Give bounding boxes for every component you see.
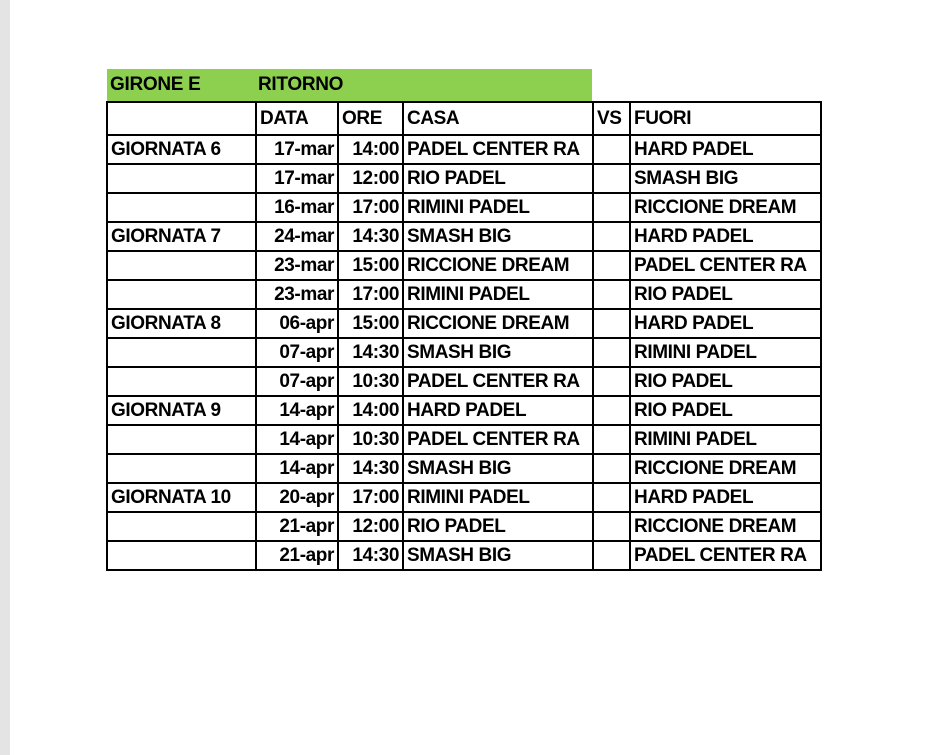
time-cell: 15:00 [338, 251, 403, 280]
round-cell [107, 193, 256, 222]
away-team-cell: RIMINI PADEL [630, 425, 821, 454]
vs-cell [593, 280, 630, 309]
date-cell: 14-apr [256, 454, 338, 483]
date-cell: 24-mar [256, 222, 338, 251]
away-team-cell: RIMINI PADEL [630, 338, 821, 367]
home-team-cell: RIMINI PADEL [403, 280, 593, 309]
date-cell: 20-apr [256, 483, 338, 512]
header-cell-away: FUORI [630, 102, 821, 135]
time-cell: 12:00 [338, 512, 403, 541]
date-cell: 06-apr [256, 309, 338, 338]
table-row [107, 251, 821, 280]
round-cell [107, 425, 256, 454]
date-cell: 14-apr [256, 396, 338, 425]
round-cell [107, 541, 256, 570]
vs-cell [593, 454, 630, 483]
vs-cell [593, 396, 630, 425]
date-cell: 17-mar [256, 135, 338, 164]
time-cell: 17:00 [338, 483, 403, 512]
away-team-cell: RIO PADEL [630, 396, 821, 425]
header-cell-round [107, 102, 256, 135]
home-team-cell: RIMINI PADEL [403, 483, 593, 512]
table-row [107, 396, 821, 425]
date-cell: 07-apr [256, 338, 338, 367]
vs-cell [593, 251, 630, 280]
time-cell: 17:00 [338, 280, 403, 309]
date-cell: 16-mar [256, 193, 338, 222]
vs-cell [593, 309, 630, 338]
vs-cell [593, 483, 630, 512]
home-team-cell: HARD PADEL [403, 396, 593, 425]
table-row [107, 338, 821, 367]
home-team-cell: PADEL CENTER RA [403, 425, 593, 454]
round-cell [107, 164, 256, 193]
table-row [107, 512, 821, 541]
schedule-table [106, 101, 822, 571]
home-team-cell: SMASH BIG [403, 222, 593, 251]
vs-cell [593, 338, 630, 367]
table-row [107, 454, 821, 483]
header-cell-time: ORE [338, 102, 403, 135]
date-cell: 14-apr [256, 425, 338, 454]
time-cell: 14:30 [338, 541, 403, 570]
round-cell [107, 367, 256, 396]
round-cell: GIORNATA 6 [107, 135, 256, 164]
vs-cell [593, 512, 630, 541]
table-row [107, 425, 821, 454]
round-cell [107, 280, 256, 309]
time-cell: 14:30 [338, 222, 403, 251]
time-cell: 15:00 [338, 309, 403, 338]
home-team-cell: SMASH BIG [403, 338, 593, 367]
away-team-cell: RICCIONE DREAM [630, 512, 821, 541]
header-row [107, 102, 821, 135]
date-cell: 07-apr [256, 367, 338, 396]
vs-cell [593, 222, 630, 251]
date-cell: 17-mar [256, 164, 338, 193]
home-team-cell: SMASH BIG [403, 454, 593, 483]
home-team-cell: RIMINI PADEL [403, 193, 593, 222]
table-row [107, 483, 821, 512]
vs-cell [593, 135, 630, 164]
home-team-cell: SMASH BIG [403, 541, 593, 570]
round-cell: GIORNATA 10 [107, 483, 256, 512]
away-team-cell: HARD PADEL [630, 309, 821, 338]
away-team-cell: PADEL CENTER RA [630, 541, 821, 570]
round-cell: GIORNATA 7 [107, 222, 256, 251]
round-cell: GIORNATA 8 [107, 309, 256, 338]
home-team-cell: RIO PADEL [403, 512, 593, 541]
away-team-cell: HARD PADEL [630, 222, 821, 251]
time-cell: 17:00 [338, 193, 403, 222]
header-cell-date: DATA [256, 102, 338, 135]
away-team-cell: RICCIONE DREAM [630, 454, 821, 483]
date-cell: 23-mar [256, 280, 338, 309]
away-team-cell: RICCIONE DREAM [630, 193, 821, 222]
vs-cell [593, 164, 630, 193]
away-team-cell: RIO PADEL [630, 367, 821, 396]
time-cell: 14:00 [338, 396, 403, 425]
vs-cell [593, 541, 630, 570]
table-row [107, 367, 821, 396]
table-row [107, 135, 821, 164]
away-team-cell: RIO PADEL [630, 280, 821, 309]
round-cell [107, 512, 256, 541]
group-title: GIRONE E [110, 74, 201, 95]
home-team-cell: PADEL CENTER RA [403, 135, 593, 164]
round-cell: GIORNATA 9 [107, 396, 256, 425]
home-team-cell: RIO PADEL [403, 164, 593, 193]
time-cell: 10:30 [338, 425, 403, 454]
home-team-cell: RICCIONE DREAM [403, 251, 593, 280]
vs-cell [593, 367, 630, 396]
home-team-cell: PADEL CENTER RA [403, 367, 593, 396]
date-cell: 21-apr [256, 512, 338, 541]
home-team-cell: RICCIONE DREAM [403, 309, 593, 338]
date-cell: 21-apr [256, 541, 338, 570]
time-cell: 10:30 [338, 367, 403, 396]
away-team-cell: SMASH BIG [630, 164, 821, 193]
header-cell-home: CASA [403, 102, 593, 135]
time-cell: 12:00 [338, 164, 403, 193]
table-row [107, 280, 821, 309]
table-row [107, 309, 821, 338]
vs-cell [593, 193, 630, 222]
round-cell [107, 454, 256, 483]
away-team-cell: PADEL CENTER RA [630, 251, 821, 280]
away-team-cell: HARD PADEL [630, 483, 821, 512]
date-cell: 23-mar [256, 251, 338, 280]
time-cell: 14:30 [338, 338, 403, 367]
table-row [107, 541, 821, 570]
phase-title: RITORNO [258, 74, 344, 95]
header-cell-vs: VS [593, 102, 630, 135]
time-cell: 14:00 [338, 135, 403, 164]
time-cell: 14:30 [338, 454, 403, 483]
round-cell [107, 338, 256, 367]
away-team-cell: HARD PADEL [630, 135, 821, 164]
vs-cell [593, 425, 630, 454]
round-cell [107, 251, 256, 280]
table-row [107, 164, 821, 193]
table-row [107, 222, 821, 251]
table-row [107, 193, 821, 222]
